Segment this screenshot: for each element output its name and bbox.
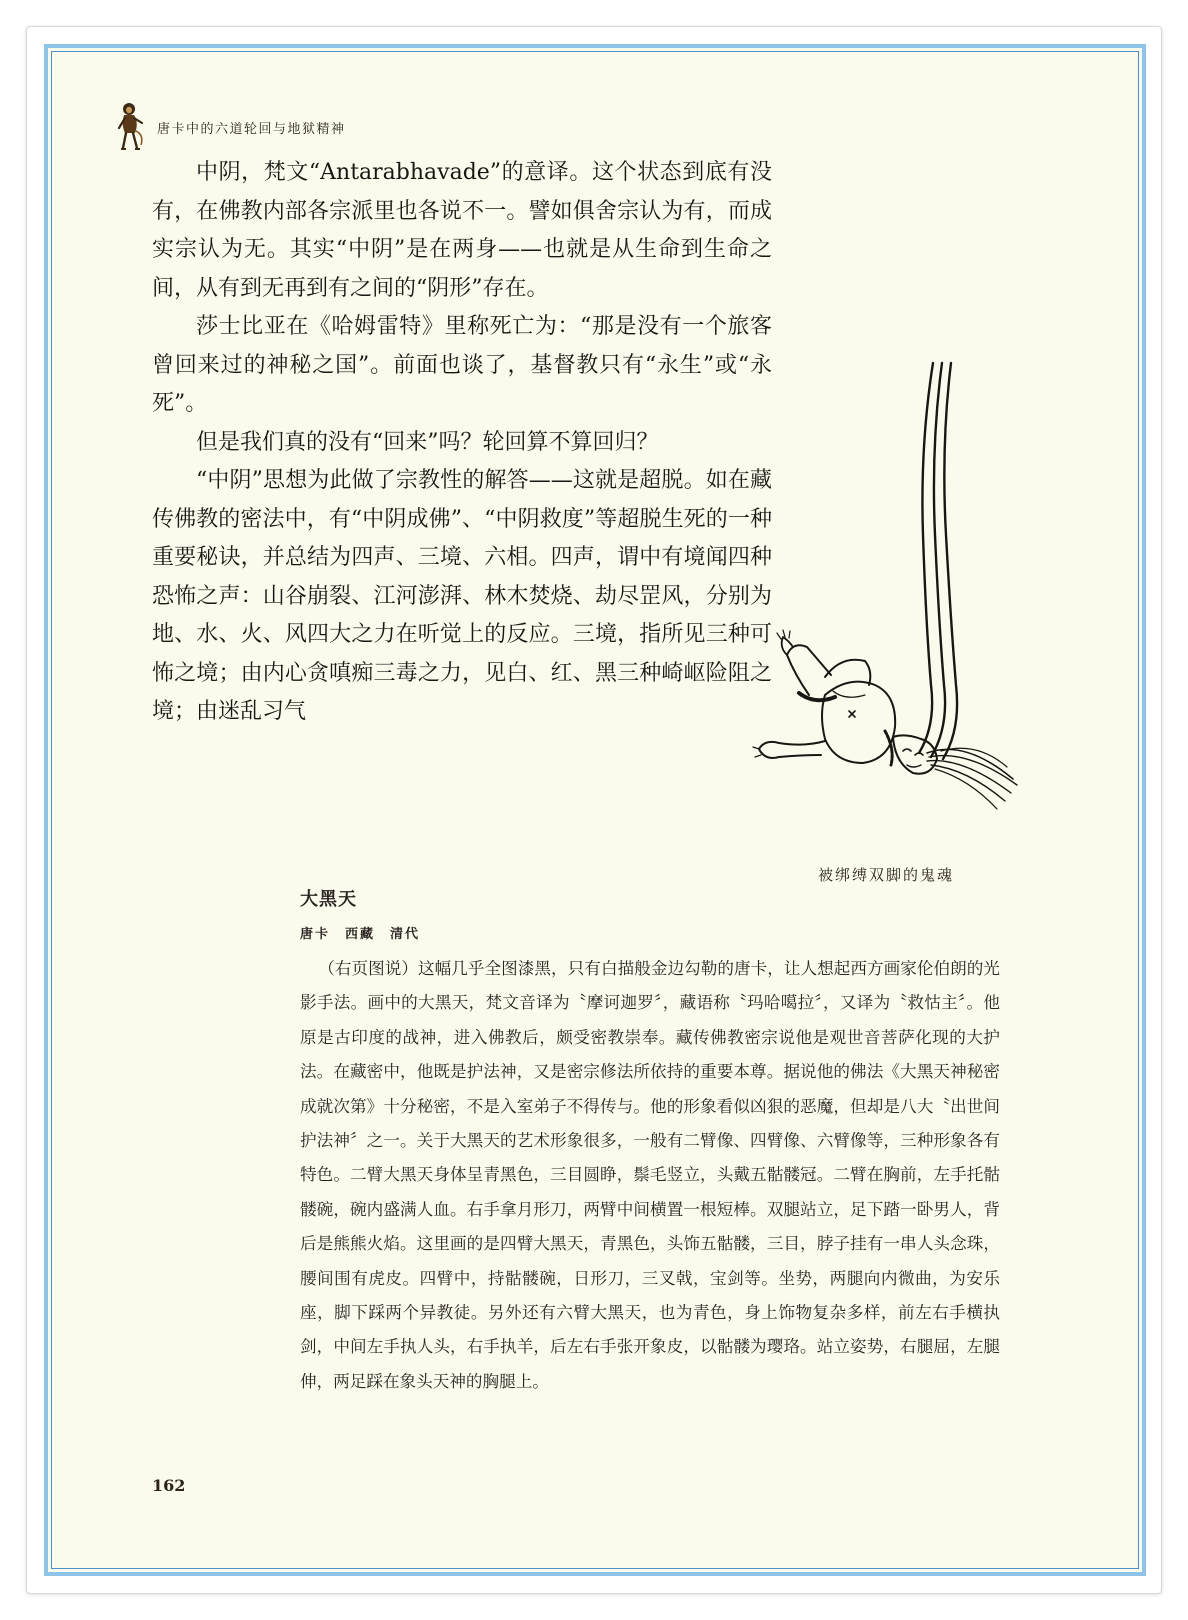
running-title: 唐卡中的六道轮回与地狱精神 — [157, 121, 346, 137]
page-number: 162 — [152, 1476, 186, 1495]
monkey-figure-icon — [117, 101, 145, 153]
paragraph: 但是我们真的没有“回来”吗？轮回算不算回归？ — [196, 429, 659, 455]
sidebar-body: （右页图说）这幅几乎全图漆黑，只有白描般金边勾勒的唐卡，让人想起西方画家伦伯朗的光影手法。画中的大黑天，梵文音译为〝摩诃迦罗〞，藏语称〝玛哈噶拉〞，又译为〝救怙主〞。他原是古印度的战神，进入佛教后，颇受密教崇奉。藏传佛教密宗说他是观世音菩萨化现的大护法。在藏密中，他既是护法神，又是密宗修法所依持的重要本尊。据说他的佛法《大黑天神秘密成就次第》十分秘密，不是入室弟子不得传与。他的形象看似凶狠的恶魔，但却是八大〝出世间护法神〞之一。关于大黑天的艺术形象很多，一般有二臂像、四臂像、六臂像等，三种形象各有特色。二臂大黑天身体呈青黑色，三目圆睁，鬃毛竖立，头戴五骷髅冠。二臂在胸前，左手托骷髅碗，碗内盛满人血。右手拿月形刀，两臂中间横置一根短棒。双腿站立，足下踏一卧男人，背后是熊熊火焰。这里画的是四臂大黑天，青黑色，头饰五骷髅，三目，脖子挂有一串人头念珠，腰间围有虎皮。四臂中，持骷髅碗，日形刀，三叉戟，宝剑等。坐势，两腿向内微曲，为安乐座，脚下踩两个异教徒。另外还有六臂大黑天，也为青色，身上饰物复杂多样，前左右手横执剑，中间左手执人头，右手执羊，后左右手张开象皮，以骷髅为璎珞。站立姿势，右腿屈，左腿伸，两足踩在象头天神的胸腿上。 — [300, 959, 1000, 1391]
paragraph: 莎士比亚在《哈姆雷特》里称死亡为：“那是没有一个旅客曾回来过的神秘之国”。前面也谈了，基督教只有“永生”或“永死”。 — [152, 314, 772, 416]
illustration-caption: 被绑缚双脚的鬼魂 — [818, 866, 955, 884]
running-head — [117, 101, 346, 153]
sidebar-subtitle: 唐卡 西藏 清代 — [300, 927, 421, 942]
sidebar-caption-block — [300, 885, 1000, 1399]
paragraph: 中阴，梵文“Antarabhavade”的意译。这个状态到底有没有，在佛教内部各宗派里也各说不一。譬如俱舍宗认为有，而成实宗认为无。其实“中阴”是在两身——也就是从生命到生命之间，从有到无再到有之间的“阴形”存在。 — [152, 160, 772, 301]
main-text — [152, 154, 772, 732]
bound-ghost-illustration — [745, 355, 1030, 825]
paragraph: “中阴”思想为此做了宗教性的解答——这就是超脱。如在藏传佛教的密法中，有“中阴成佛”、“中阴救度”等超脱生死的一种重要秘诀，并总结为四声、三境、六相。四声，谓中有境闻四种恐怖之声：山谷崩裂、江河澎湃、林木焚烧、劫尽罡风，分别为地、水、火、风四大之力在听觉上的反应。三境，指所见三种可怖之境；由内心贪嗔痴三毒之力，见白、红、黑三种崎岖险阻之境；由迷乱习气 — [152, 468, 772, 724]
sidebar-title: 大黑天 — [300, 889, 357, 910]
